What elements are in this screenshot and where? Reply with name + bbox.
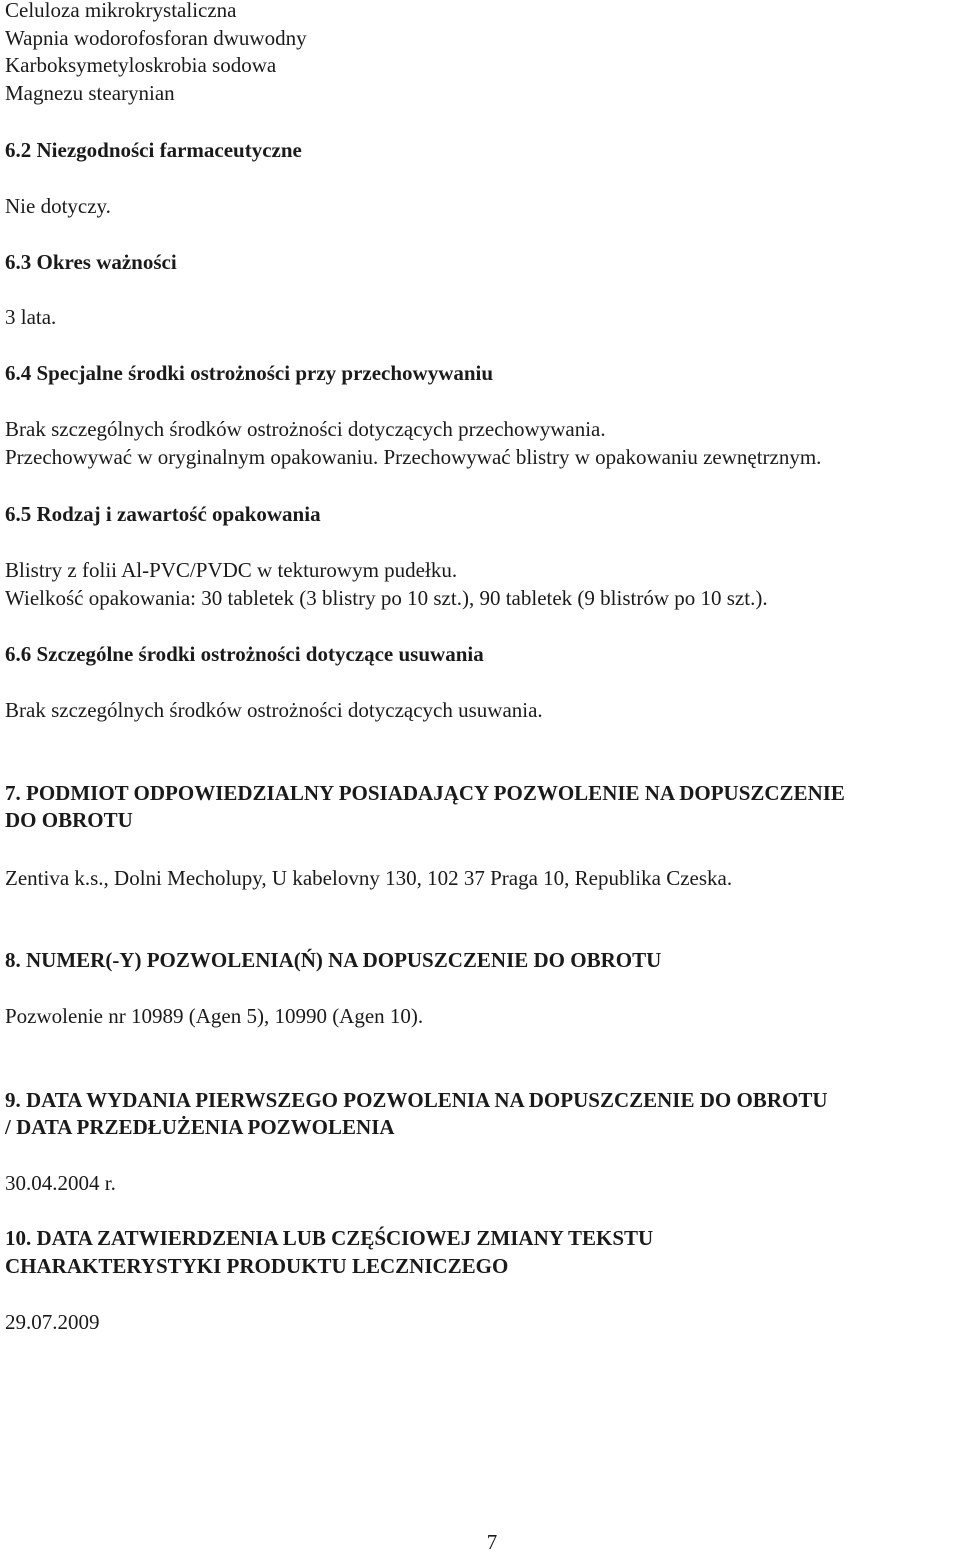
section-6-4-text: Przechowywać w oryginalnym opakowaniu. Przechowywać blistry w opakowaniu zewnętrznym. xyxy=(5,445,822,469)
section-7-heading: DO OBROTU xyxy=(5,808,133,832)
page-number: 7 xyxy=(486,1530,498,1554)
excipient-line: Wapnia wodorofosforan dwuwodny xyxy=(5,26,307,50)
section-6-6-text: Brak szczególnych środków ostrożności dotyczących usuwania. xyxy=(5,698,543,722)
section-6-6-heading: 6.6 Szczególne środki ostrożności dotyczące usuwania xyxy=(5,642,484,666)
excipient-line: Celuloza mikrokrystaliczna xyxy=(5,0,237,22)
section-6-5-text: Wielkość opakowania: 30 tabletek (3 blistry po 10 szt.), 90 tabletek (9 blistrów po 10 szt.). xyxy=(5,586,768,610)
section-6-2-heading: 6.2 Niezgodności farmaceutyczne xyxy=(5,138,302,162)
excipient-line: Karboksymetyloskrobia sodowa xyxy=(5,53,277,77)
section-6-5-heading: 6.5 Rodzaj i zawartość opakowania xyxy=(5,502,321,526)
section-6-5-text: Blistry z folii Al-PVC/PVDC w tekturowym pudełku. xyxy=(5,558,458,582)
section-8-text: Pozwolenie nr 10989 (Agen 5), 10990 (Agen 10). xyxy=(5,1004,424,1028)
section-6-4-text: Brak szczególnych środków ostrożności dotyczących przechowywania. xyxy=(5,417,606,441)
section-8-heading: 8. NUMER(-Y) POZWOLENIA(Ń) NA DOPUSZCZENIE DO OBROTU xyxy=(5,948,662,972)
section-10-heading: CHARAKTERYSTYKI PRODUKTU LECZNICZEGO xyxy=(5,1254,509,1278)
section-9-heading: / DATA PRZEDŁUŻENIA POZWOLENIA xyxy=(5,1115,395,1139)
section-7-heading: 7. PODMIOT ODPOWIEDZIALNY POSIADAJĄCY POZWOLENIE NA DOPUSZCZENIE xyxy=(5,781,845,805)
section-9-text: 30.04.2004 r. xyxy=(5,1171,116,1195)
excipient-line: Magnezu stearynian xyxy=(5,81,175,105)
section-10-heading: 10. DATA ZATWIERDZENIA LUB CZĘŚCIOWEJ ZMIANY TEKSTU xyxy=(5,1226,654,1250)
section-7-text: Zentiva k.s., Dolni Mecholupy, U kabelovny 130, 102 37 Praga 10, Republika Czeska. xyxy=(5,866,733,890)
section-6-4-heading: 6.4 Specjalne środki ostrożności przy przechowywaniu xyxy=(5,361,494,385)
section-9-heading: 9. DATA WYDANIA PIERWSZEGO POZWOLENIA NA DOPUSZCZENIE DO OBROTU xyxy=(5,1088,828,1112)
section-6-2-text: Nie dotyczy. xyxy=(5,194,111,218)
section-10-text: 29.07.2009 xyxy=(5,1310,100,1334)
section-6-3-heading: 6.3 Okres ważności xyxy=(5,250,177,274)
section-6-3-text: 3 lata. xyxy=(5,305,57,329)
